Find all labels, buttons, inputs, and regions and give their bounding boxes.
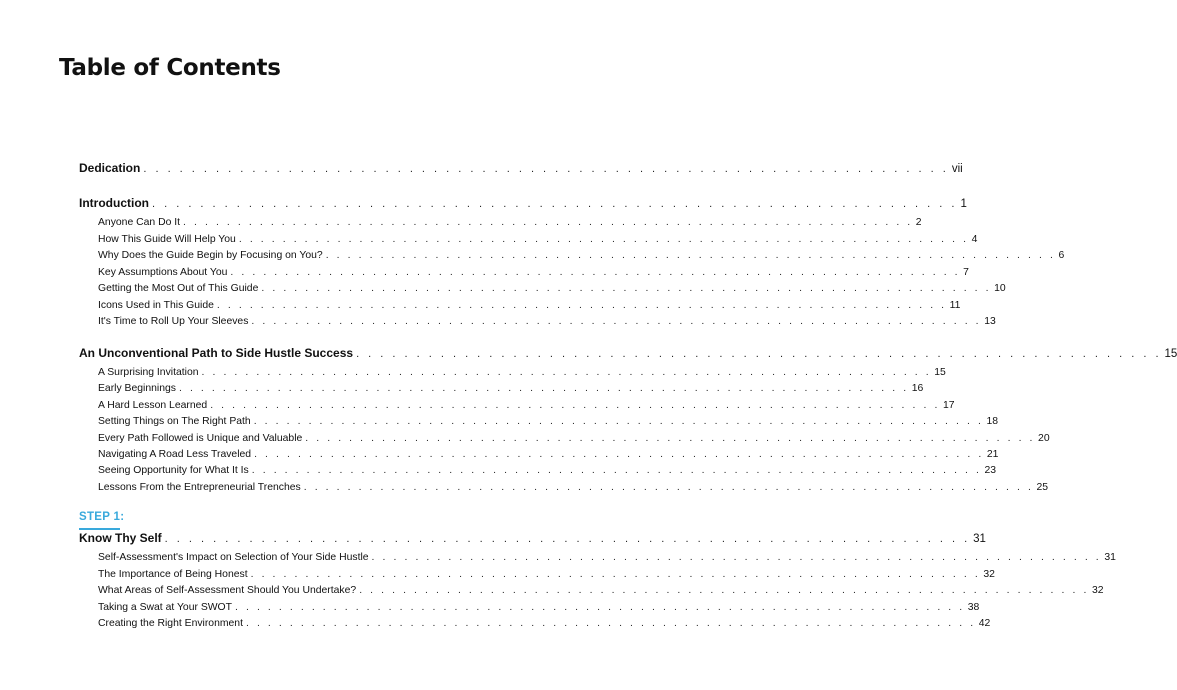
toc-section-page-number: 15 xyxy=(1164,348,1177,360)
toc-section-page-number: 31 xyxy=(973,533,986,545)
toc-entry[interactable] xyxy=(98,433,1050,444)
page-title: Table of Contents xyxy=(59,55,281,81)
dot-leader: . . . . . . . . . . . . . . . . . . . . . . . . . . . . . . . . . . . . . . . . . . . . . . . . . . . . . . . . . . . . . . . . . . . xyxy=(261,283,992,294)
dot-leader: . . . . . . . . . . . . . . . . . . . . . . . . . . . . . . . . . . . . . . . . . . . . . . . . . . . . . . . . . . . . . . . . . . . xyxy=(251,465,982,476)
dot-leader: . . . . . . . . . . . . . . . . . . . . . . . . . . . . . . . . . . . . . . . . . . . . . . . . . . . . . . . . . . . . . . . . . . . xyxy=(238,234,969,245)
toc-entry[interactable] xyxy=(98,482,1049,493)
toc-entry[interactable] xyxy=(98,416,999,427)
toc-entry-page-number: 11 xyxy=(949,300,961,311)
dot-leader: . . . . . . . . . . . . . . . . . . . . . . . . . . . . . . . . . . . . . . . . . . . . . . . . . . . . . . . . . . . . . . . . . . . xyxy=(250,569,981,580)
toc-entry-page-number: 25 xyxy=(1036,482,1049,493)
toc-entry[interactable] xyxy=(98,449,999,460)
toc-entry-page-number: 16 xyxy=(911,383,924,394)
dot-leader: . . . . . . . . . . . . . . . . . . . . . . . . . . . . . . . . . . . . . . . . . . . . . . . . . . . . . . . . . . . . . . . . . . . xyxy=(178,383,909,394)
toc-entry-page-number: 15 xyxy=(934,367,946,378)
dot-leader: . . . . . . . . . . . . . . . . . . . . . . . . . . . . . . . . . . . . . . . . . . . . . . . . . . . . . . . . . . . . . . . . . . . xyxy=(325,250,1056,261)
dot-leader: . . . . . . . . . . . . . . . . . . . . . . . . . . . . . . . . . . . . . . . . . . . . . . . . . . . . . . . . . . . . . . . . . . . xyxy=(245,618,976,629)
toc-entry[interactable] xyxy=(98,569,995,580)
dot-leader: . . . . . . . . . . . . . . . . . . . . . . . . . . . . . . . . . . . . . . . . . . . . . . . . . . . . . . . . . . . . . . . . . . . xyxy=(183,217,913,228)
toc-entry[interactable] xyxy=(98,400,955,411)
toc-section[interactable] xyxy=(79,531,986,545)
toc-entry[interactable] xyxy=(98,552,1116,563)
toc-entry-page-number: 13 xyxy=(984,316,996,327)
toc-entry-title: Early Beginnings xyxy=(98,383,176,394)
toc-section-title: An Unconventional Path to Side Hustle Success xyxy=(79,346,354,360)
toc-entry[interactable] xyxy=(98,383,924,394)
toc-entry[interactable] xyxy=(98,267,969,278)
dot-leader: . . . . . . . . . . . . . . . . . . . . . . . . . . . . . . . . . . . . . . . . . . . . . . . . . . . . . . . . . . . . . . . . . . . xyxy=(143,163,949,175)
dot-leader: . . . . . . . . . . . . . . . . . . . . . . . . . . . . . . . . . . . . . . . . . . . . . . . . . . . . . . . . . . . . . . . . . . . xyxy=(356,348,1162,360)
toc-entry-title: Getting the Most Out of This Guide xyxy=(98,283,259,294)
dot-leader: . . . . . . . . . . . . . . . . . . . . . . . . . . . . . . . . . . . . . . . . . . . . . . . . . . . . . . . . . . . . . . . . . . . xyxy=(164,533,971,545)
toc-section-page-number: vii xyxy=(951,163,963,175)
toc-entry-page-number: 31 xyxy=(1104,552,1116,563)
toc-entry-page-number: 32 xyxy=(1091,585,1104,596)
toc-entry-page-number: 32 xyxy=(983,569,995,580)
toc-section-page-number: 1 xyxy=(960,198,967,210)
toc-entry-page-number: 6 xyxy=(1058,250,1065,261)
dot-leader: . . . . . . . . . . . . . . . . . . . . . . . . . . . . . . . . . . . . . . . . . . . . . . . . . . . . . . . . . . . . . . . . . . . xyxy=(254,449,984,460)
toc-entry[interactable] xyxy=(98,300,961,311)
toc-entry-title: Key Assumptions About You xyxy=(98,267,228,278)
toc-entry[interactable] xyxy=(98,316,996,327)
toc-entry-title: Taking a Swat at Your SWOT xyxy=(98,602,232,613)
toc-entry-page-number: 42 xyxy=(978,618,991,629)
toc-entry-page-number: 21 xyxy=(986,449,999,460)
toc-entry-page-number: 7 xyxy=(963,267,969,278)
dot-leader: . . . . . . . . . . . . . . . . . . . . . . . . . . . . . . . . . . . . . . . . . . . . . . . . . . . . . . . . . . . . . . . . . . . xyxy=(251,316,982,327)
toc-entry-title: Navigating A Road Less Traveled xyxy=(98,449,252,460)
toc-entry-title: Setting Things on The Right Path xyxy=(98,416,251,427)
dot-leader: . . . . . . . . . . . . . . . . . . . . . . . . . . . . . . . . . . . . . . . . . . . . . . . . . . . . . . . . . . . . . . . . . . . xyxy=(303,482,1034,493)
toc-entry[interactable] xyxy=(98,585,1104,596)
toc-section[interactable] xyxy=(79,346,1177,360)
toc-entry-title: Lessons From the Entrepreneurial Trenches xyxy=(98,482,301,493)
toc-entry-page-number: 20 xyxy=(1038,433,1050,444)
toc-entry-page-number: 38 xyxy=(967,602,980,613)
toc-entry-title: Every Path Followed is Unique and Valuable xyxy=(98,433,303,444)
toc-entry-title: Anyone Can Do It xyxy=(98,217,181,228)
toc-entry-title: Why Does the Guide Begin by Focusing on You? xyxy=(98,250,323,261)
toc-section-title: Dedication xyxy=(79,161,141,175)
dot-leader: . . . . . . . . . . . . . . . . . . . . . . . . . . . . . . . . . . . . . . . . . . . . . . . . . . . . . . . . . . . . . . . . . . . xyxy=(359,585,1089,596)
dot-leader: . . . . . . . . . . . . . . . . . . . . . . . . . . . . . . . . . . . . . . . . . . . . . . . . . . . . . . . . . . . . . . . . . . . xyxy=(235,602,965,613)
toc-entry[interactable] xyxy=(98,234,978,245)
toc-entry[interactable] xyxy=(98,465,997,476)
step-underline xyxy=(79,528,120,530)
toc-entry-title: It's Time to Roll Up Your Sleeves xyxy=(98,316,249,327)
dot-leader: . . . . . . . . . . . . . . . . . . . . . . . . . . . . . . . . . . . . . . . . . . . . . . . . . . . . . . . . . . . . . . . . . . . xyxy=(371,552,1102,563)
toc-section[interactable] xyxy=(79,196,967,210)
toc-entry-page-number: 17 xyxy=(942,400,955,411)
dot-leader: . . . . . . . . . . . . . . . . . . . . . . . . . . . . . . . . . . . . . . . . . . . . . . . . . . . . . . . . . . . . . . . . . . . xyxy=(230,267,961,278)
toc-section[interactable] xyxy=(79,161,963,175)
toc-entry-title: Creating the Right Environment xyxy=(98,618,243,629)
toc-entry-title: Icons Used in This Guide xyxy=(98,300,214,311)
toc-entry-title: What Areas of Self-Assessment Should You Undertake? xyxy=(98,585,357,596)
toc-section-title: Introduction xyxy=(79,196,149,210)
dot-leader: . . . . . . . . . . . . . . . . . . . . . . . . . . . . . . . . . . . . . . . . . . . . . . . . . . . . . . . . . . . . . . . . . . . xyxy=(151,198,958,210)
toc-entry[interactable] xyxy=(98,602,980,613)
toc-entry-title: The Importance of Being Honest xyxy=(98,569,248,580)
dot-leader: . . . . . . . . . . . . . . . . . . . . . . . . . . . . . . . . . . . . . . . . . . . . . . . . . . . . . . . . . . . . . . . . . . . xyxy=(216,300,947,311)
dot-leader: . . . . . . . . . . . . . . . . . . . . . . . . . . . . . . . . . . . . . . . . . . . . . . . . . . . . . . . . . . . . . . . . . . . xyxy=(305,433,1036,444)
toc-entry[interactable] xyxy=(98,283,1006,294)
toc-entry-page-number: 10 xyxy=(994,283,1006,294)
dot-leader: . . . . . . . . . . . . . . . . . . . . . . . . . . . . . . . . . . . . . . . . . . . . . . . . . . . . . . . . . . . . . . . . . . . xyxy=(201,367,932,378)
toc-section-title: Know Thy Self xyxy=(79,531,162,545)
toc-entry-page-number: 2 xyxy=(915,217,922,228)
toc-entry-page-number: 18 xyxy=(986,416,999,427)
toc-entry[interactable] xyxy=(98,367,946,378)
toc-entry-title: A Hard Lesson Learned xyxy=(98,400,208,411)
toc-entry-title: Seeing Opportunity for What It Is xyxy=(98,465,249,476)
toc-entry[interactable] xyxy=(98,250,1065,261)
dot-leader: . . . . . . . . . . . . . . . . . . . . . . . . . . . . . . . . . . . . . . . . . . . . . . . . . . . . . . . . . . . . . . . . . . . xyxy=(253,416,984,427)
toc-entry-title: Self-Assessment's Impact on Selection of Your Side Hustle xyxy=(98,552,369,563)
toc-entry-page-number: 4 xyxy=(971,234,978,245)
toc-entry[interactable] xyxy=(98,217,922,228)
toc-entry-page-number: 23 xyxy=(984,465,997,476)
dot-leader: . . . . . . . . . . . . . . . . . . . . . . . . . . . . . . . . . . . . . . . . . . . . . . . . . . . . . . . . . . . . . . . . . . . xyxy=(210,400,940,411)
step-label: STEP 1: xyxy=(79,511,125,523)
toc-entry-title: How This Guide Will Help You xyxy=(98,234,236,245)
toc-entry-title: A Surprising Invitation xyxy=(98,367,199,378)
toc-entry[interactable] xyxy=(98,618,991,629)
